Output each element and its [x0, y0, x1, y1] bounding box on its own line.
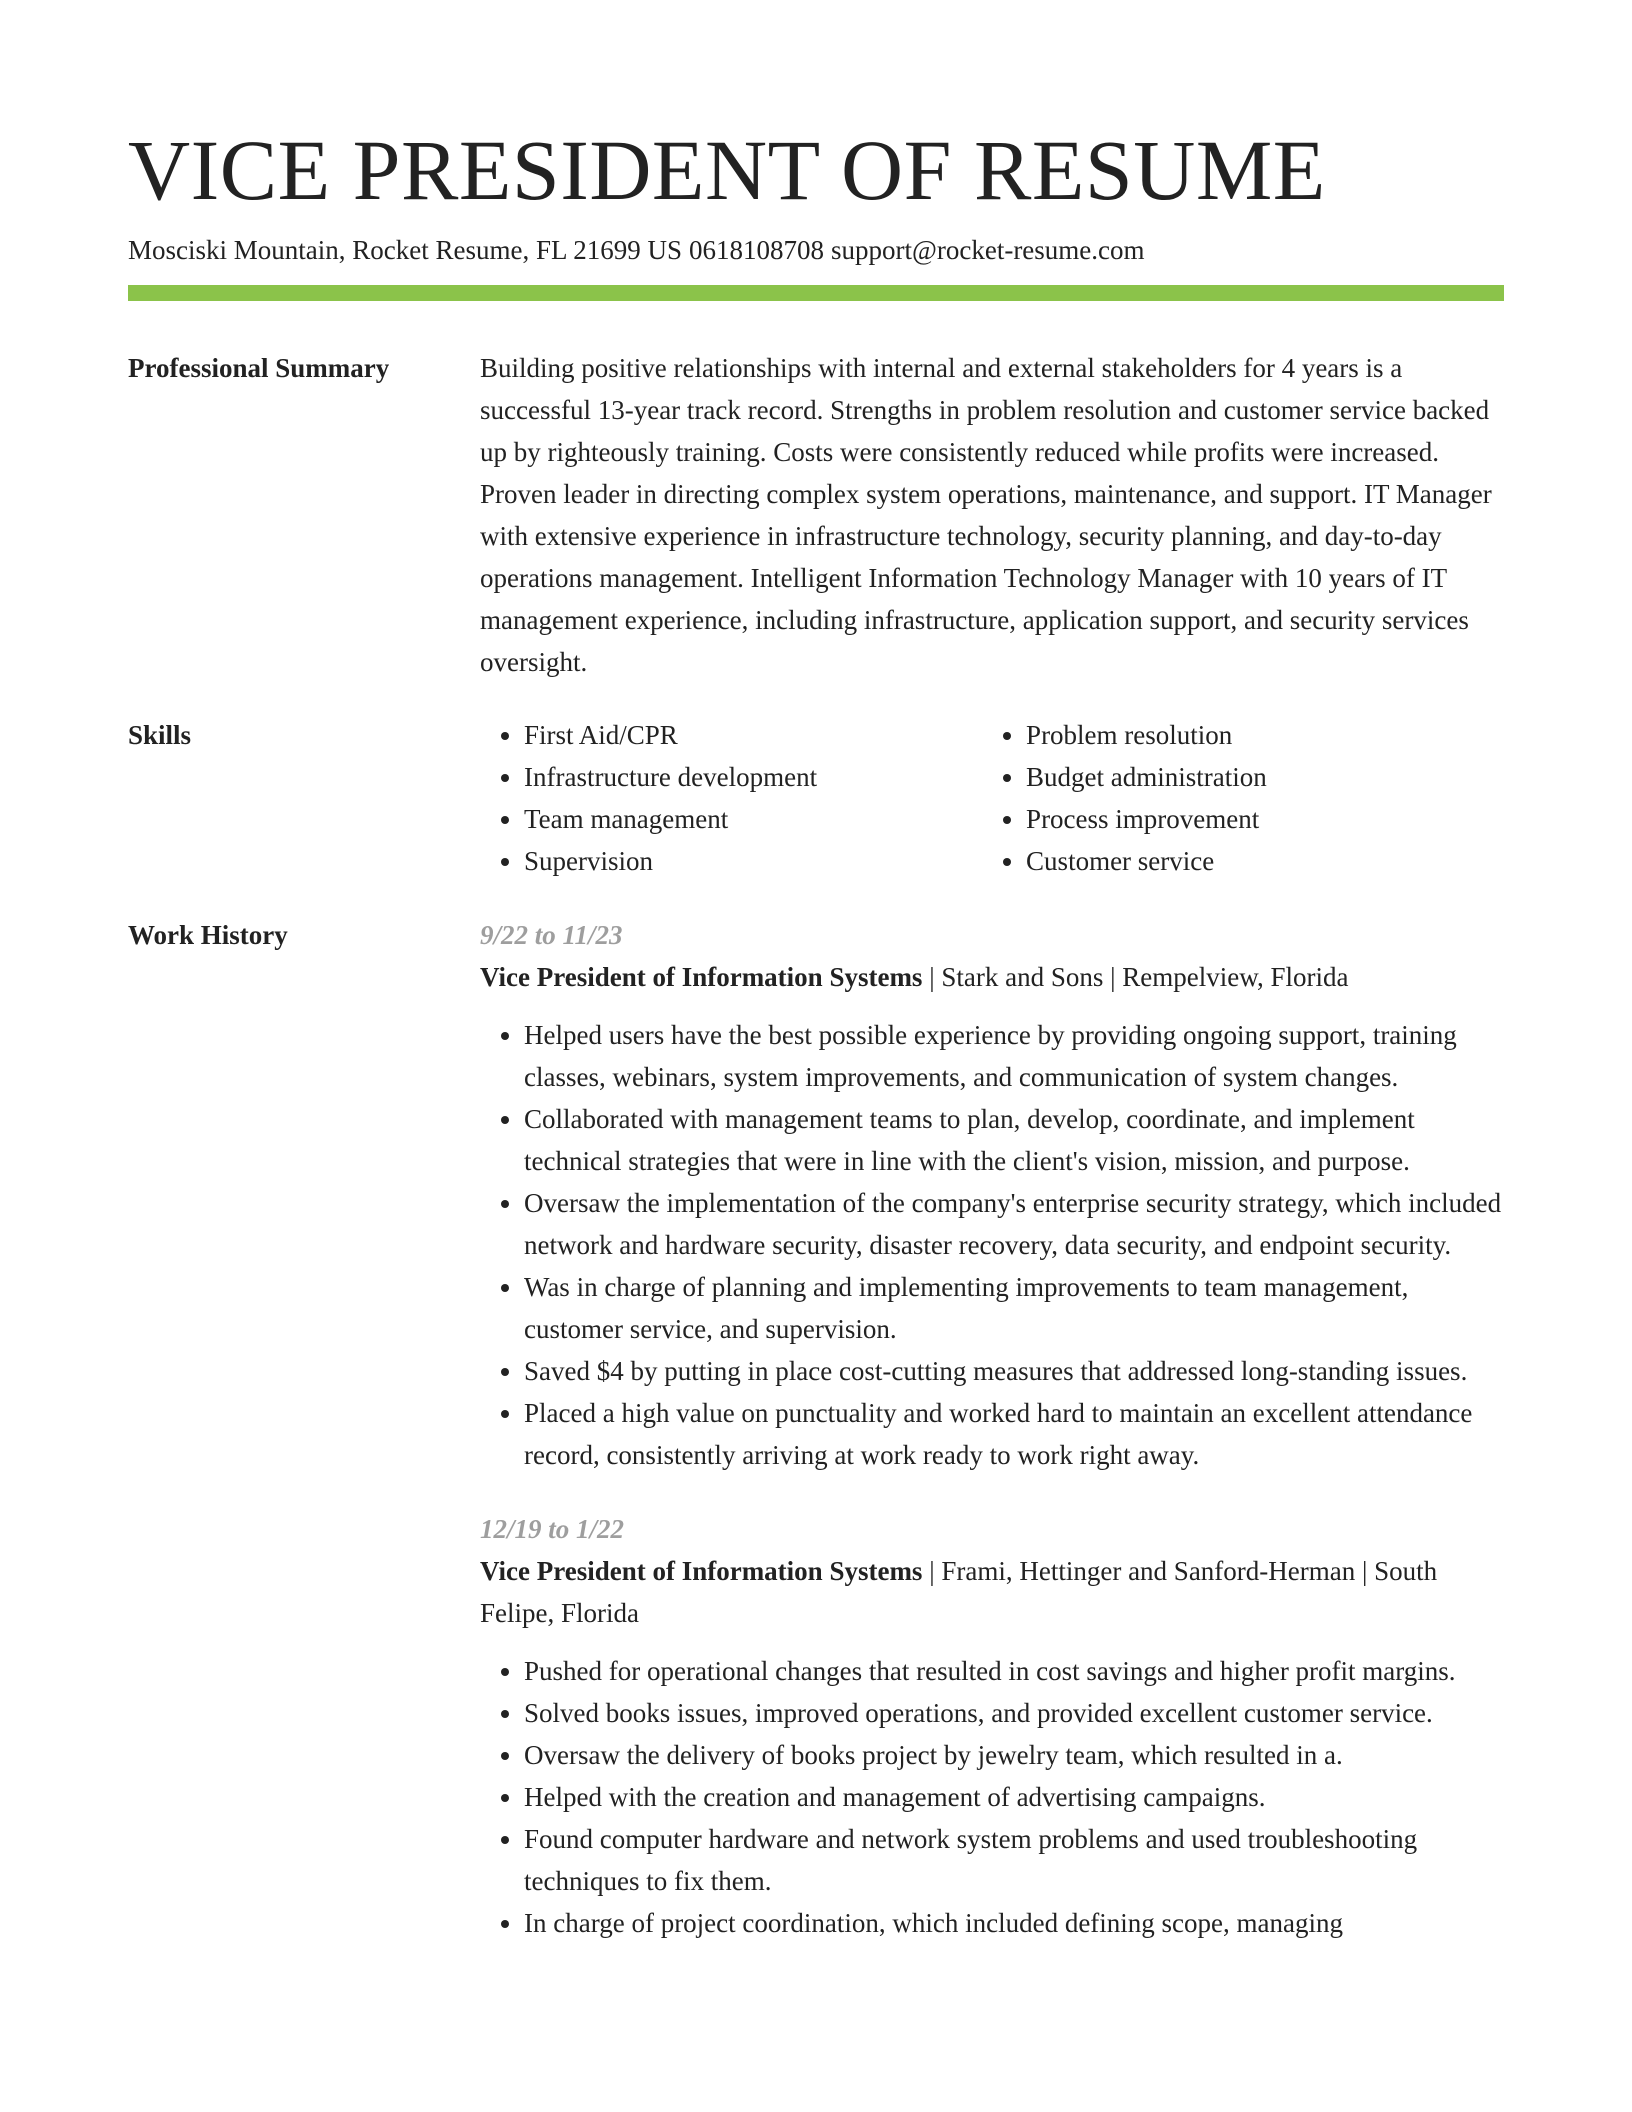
contact-address: Mosciski Mountain, Rocket Resume, FL 21699 US	[128, 235, 682, 265]
resume-name: VICE PRESIDENT OF RESUME	[128, 122, 1326, 218]
job-bullet: • Oversaw the delivery of books project by jewelry team, which resulted in a.	[524, 1734, 1504, 1776]
job-entry	[480, 914, 1504, 1476]
job-header	[480, 956, 1504, 998]
skill-item: • Process improvement	[1026, 798, 1504, 840]
job-header	[480, 1550, 1504, 1634]
job-title: Vice President of Information Systems	[480, 962, 923, 992]
work-history-title: Work History	[128, 920, 288, 950]
job-bullets	[480, 1650, 1504, 1944]
skill-item: • Team management	[524, 798, 982, 840]
job-bullet: • Helped users have the best possible experience by providing ongoing support, training classes, webinars, system improvements, and communication of system changes.	[524, 1014, 1504, 1098]
job-details: | Frami, Hettinger and Sanford-Herman | South Felipe, Florida	[480, 1556, 1438, 1628]
skill-item: • Customer service	[1026, 840, 1504, 882]
skills-column-right	[982, 714, 1504, 882]
skills-title: Skills	[128, 720, 192, 750]
job-dates: 9/22 to 11/23	[480, 920, 623, 950]
job-bullet: • Pushed for operational changes that resulted in cost savings and higher profit margins.	[524, 1650, 1504, 1692]
job-bullet: • Placed a high value on punctuality and worked hard to maintain an excellent attendance record, consistently arriving at work ready to work right away.	[524, 1392, 1504, 1476]
job-bullet: • Oversaw the implementation of the company's enterprise security strategy, which included network and hardware security, disaster recovery, data security, and endpoint security.	[524, 1182, 1504, 1266]
skill-item: • Problem resolution	[1026, 714, 1504, 756]
job-bullet: • Solved books issues, improved operations, and provided excellent customer service.	[524, 1692, 1504, 1734]
skill-item: • First Aid/CPR	[524, 714, 982, 756]
skill-item: • Infrastructure development	[524, 756, 982, 798]
contact-line	[128, 230, 1145, 270]
summary-title: Professional Summary	[128, 353, 390, 383]
job-bullet: • Was in charge of planning and implementing improvements to team management, customer service, and supervision.	[524, 1266, 1504, 1350]
skills-column-left	[480, 714, 982, 882]
skills-grid	[480, 714, 1504, 882]
job-dates: 12/19 to 1/22	[480, 1514, 625, 1544]
job-bullet: • Collaborated with management teams to plan, develop, coordinate, and implement technical strategies that were in line with the client's vision, mission, and purpose.	[524, 1098, 1504, 1182]
summary-text: Building positive relationships with internal and external stakeholders for 4 years is a successful 13-year track record. Strengths in problem resolution and customer service backed up by righteously training. Costs were consistently reduced while profits were increased. Proven leader in directing complex system operations, maintenance, and support. IT Manager with extensive experience in infrastructure technology, security planning, and day-to-day operations management. Intelligent Information Technology Manager with 10 years of IT management experience, including infrastructure, application support, and security services oversight.	[480, 353, 1492, 677]
job-bullet: • In charge of project coordination, which included defining scope, managing	[524, 1902, 1504, 1944]
job-title: Vice President of Information Systems	[480, 1556, 923, 1586]
job-bullet: • Found computer hardware and network system problems and used troubleshooting techniques to fix them.	[524, 1818, 1504, 1902]
job-bullet: • Helped with the creation and management of advertising campaigns.	[524, 1776, 1504, 1818]
job-bullet: • Saved $4 by putting in place cost-cutting measures that addressed long-standing issues.	[524, 1350, 1504, 1392]
skill-item: • Supervision	[524, 840, 982, 882]
job-entry	[480, 1508, 1504, 1944]
job-bullets	[480, 1014, 1504, 1476]
header-divider	[128, 285, 1504, 301]
contact-phone: 0618108708	[689, 235, 824, 265]
job-details: | Stark and Sons | Rempelview, Florida	[922, 962, 1349, 992]
skill-item: • Budget administration	[1026, 756, 1504, 798]
contact-email: support@rocket-resume.com	[831, 235, 1145, 265]
